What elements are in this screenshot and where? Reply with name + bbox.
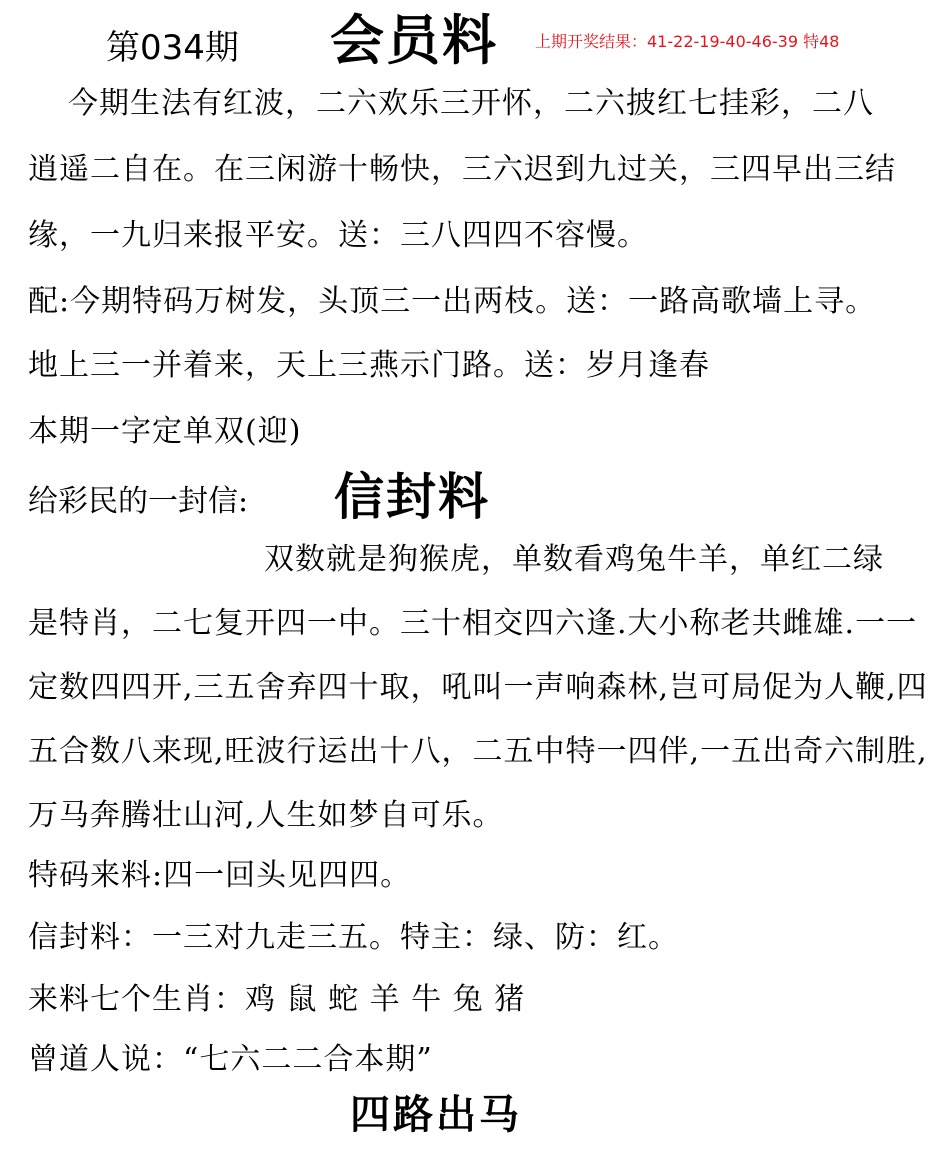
letter-greeting: 给彩民的一封信: [28, 484, 249, 519]
letter-line: 定数四四开,三五舍弃四十取，吼叫一声响森林,岂可局促为人鞭,四 [28, 670, 928, 705]
page-title: 会员料 [330, 8, 498, 72]
footer-title: 四路出马 [350, 1091, 522, 1138]
issue-number: 第034期 [106, 28, 239, 68]
pairing-line: 地上三一并着来，天上三燕示门路。送：岁月逢春 [28, 348, 710, 383]
last-draw-result: 上期开奖结果：41-22-19-40-46-39 特48 [535, 32, 840, 51]
poem-line: 今期生法有红波，二六欢乐三开怀，二六披红七挂彩，二八 [68, 86, 874, 121]
letter-line: 是特肖，二七复开四一中。三十相交四六逢.大小称老共雌雄.一一 [28, 606, 918, 641]
envelope-line: 信封料：一三对九走三五。特主：绿、防：红。 [28, 920, 679, 955]
letter-line: 双数就是狗猴虎，单数看鸡兔牛羊，单红二绿 [264, 542, 884, 577]
zodiac-line: 来料七个生肖：鸡 鼠 蛇 羊 牛 兔 猪 [28, 982, 526, 1017]
letter-line: 五合数八来现,旺波行运出十八，二五中特一四伴,一五出奇六制胜, [28, 734, 928, 769]
poem-line: 逍遥二自在。在三闲游十畅快，三六迟到九过关，三四早出三结 [28, 152, 896, 187]
odd-even-line: 本期一字定单双(迎) [28, 414, 302, 449]
quote-line: 曾道人说：“七六二二合本期” [28, 1042, 433, 1077]
special-code-line: 特码来料:四一回头见四四。 [28, 858, 412, 893]
letter-line: 万马奔腾壮山河,人生如梦自可乐。 [28, 798, 504, 833]
poem-line: 缘，一九归来报平安。送：三八四四不容慢。 [28, 218, 648, 253]
pairing-line: 配:今期特码万树发，头顶三一出两枝。送：一路高歌墙上寻。 [28, 284, 877, 319]
letter-title: 信封料 [334, 467, 490, 526]
